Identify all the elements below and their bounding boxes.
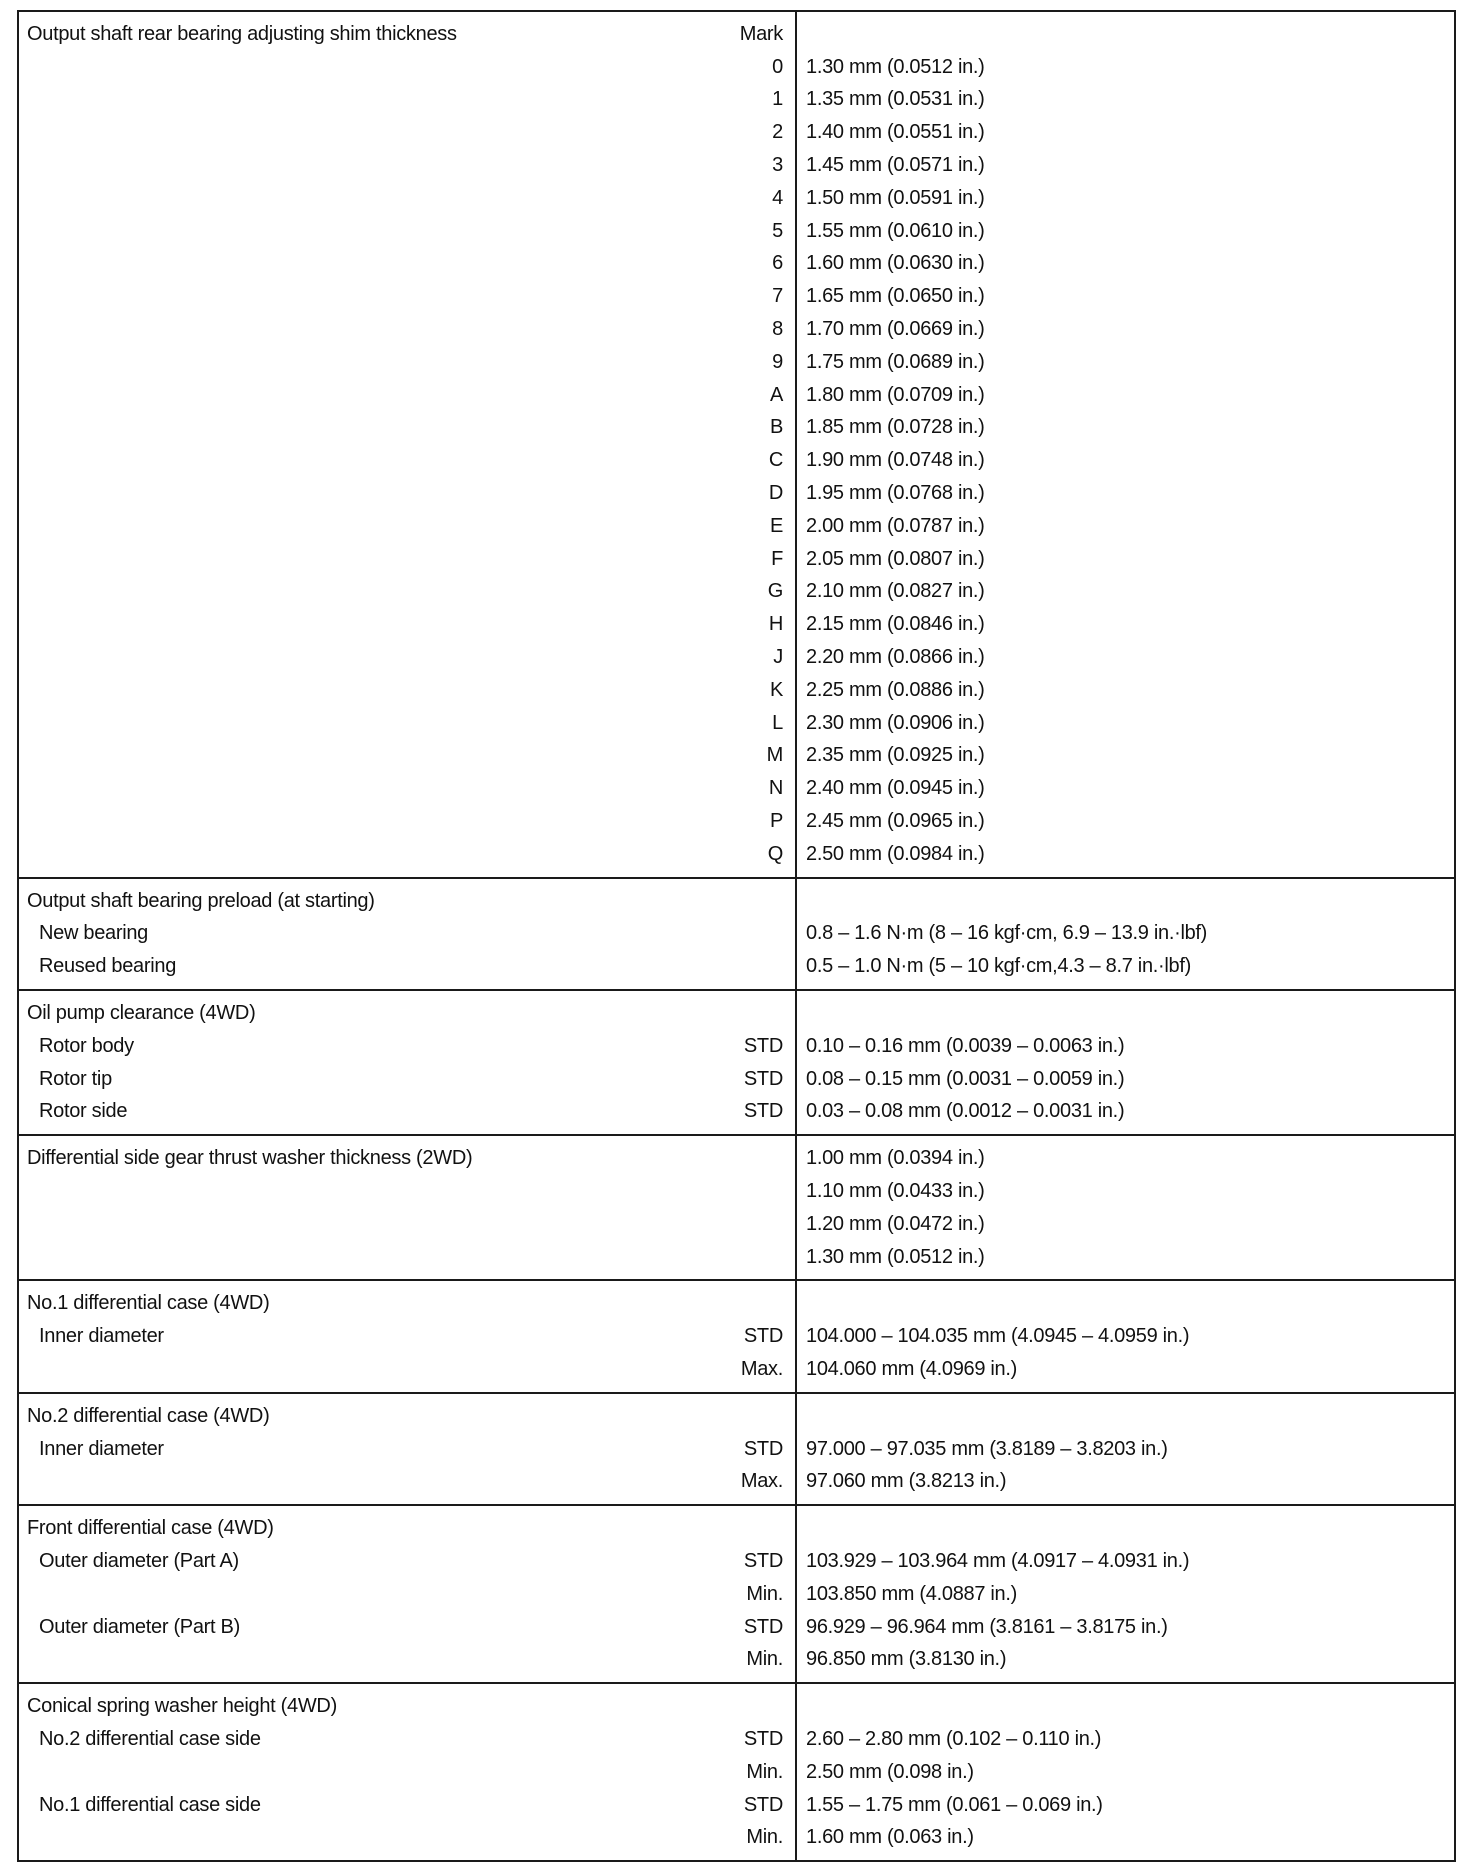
item-mark: STD — [743, 1100, 783, 1123]
item-label: Output shaft rear bearing adjusting shim thickness — [27, 22, 457, 45]
table-row-left — [19, 641, 795, 674]
item-label: Output shaft bearing preload (at starting) — [27, 889, 375, 912]
item-value: 1.35 mm (0.0531 in.) — [806, 88, 985, 111]
value-column — [797, 1506, 1454, 1682]
item-value: 104.060 mm (4.0969 in.) — [806, 1357, 1018, 1380]
item-mark: L — [772, 711, 783, 734]
item-label: Conical spring washer height (4WD) — [27, 1695, 337, 1718]
item-mark: STD — [743, 1325, 783, 1348]
item-value: 1.60 mm (0.063 in.) — [806, 1826, 974, 1849]
item-column — [19, 1506, 797, 1682]
item-label: No.1 differential case (4WD) — [27, 1292, 270, 1315]
table-row-left — [19, 1320, 795, 1353]
table-row-left — [19, 280, 795, 313]
item-value: 2.20 mm (0.0866 in.) — [806, 646, 985, 669]
item-mark: H — [768, 613, 783, 636]
table-row-left — [19, 18, 795, 51]
item-value: 96.929 – 96.964 mm (3.8161 – 3.8175 in.) — [806, 1615, 1168, 1638]
item-label: Rotor tip — [39, 1067, 112, 1090]
item-value: 1.85 mm (0.0728 in.) — [806, 416, 985, 439]
item-mark: D — [768, 482, 783, 505]
item-mark: K — [769, 678, 783, 701]
table-row-left — [19, 116, 795, 149]
item-mark: Mark — [739, 22, 783, 45]
item-value: 1.70 mm (0.0669 in.) — [806, 318, 985, 341]
item-mark: STD — [743, 1727, 783, 1750]
item-column — [19, 1281, 797, 1391]
item-column — [19, 1394, 797, 1504]
item-value: 104.000 – 104.035 mm (4.0945 – 4.0959 in.) — [806, 1325, 1190, 1348]
item-mark: 8 — [772, 318, 783, 341]
item-value: 1.00 mm (0.0394 in.) — [806, 1147, 985, 1170]
item-label: Reused bearing — [39, 955, 177, 978]
table-row-left — [19, 379, 795, 412]
item-mark: Max. — [740, 1470, 783, 1493]
item-mark: N — [768, 777, 783, 800]
item-value: 2.50 mm (0.098 in.) — [806, 1760, 974, 1783]
item-mark: Max. — [740, 1357, 783, 1380]
value-column — [797, 1684, 1454, 1860]
table-row-left — [19, 1208, 795, 1241]
item-value: 103.929 – 103.964 mm (4.0917 – 4.0931 in.) — [806, 1549, 1190, 1572]
item-value: 2.05 mm (0.0807 in.) — [806, 547, 985, 570]
item-value: 2.15 mm (0.0846 in.) — [806, 613, 985, 636]
item-mark: 6 — [772, 252, 783, 275]
value-column — [797, 879, 1454, 989]
item-label: Front differential case (4WD) — [27, 1517, 274, 1540]
table-row-left — [19, 313, 795, 346]
item-value: 1.65 mm (0.0650 in.) — [806, 285, 985, 308]
item-mark: 2 — [772, 121, 783, 144]
item-value: 1.80 mm (0.0709 in.) — [806, 383, 985, 406]
table-row-left — [19, 1433, 795, 1466]
table-row-left — [19, 1241, 795, 1274]
item-mark: 7 — [772, 285, 783, 308]
item-value: 1.90 mm (0.0748 in.) — [806, 449, 985, 472]
item-mark: M — [766, 744, 783, 767]
table-row-left — [19, 510, 795, 543]
table-row-left — [19, 674, 795, 707]
item-mark: STD — [743, 1437, 783, 1460]
table-row-left — [19, 1545, 795, 1578]
item-label: No.1 differential case side — [39, 1793, 261, 1816]
item-label: Rotor side — [39, 1100, 128, 1123]
item-value — [797, 1512, 1454, 1545]
table-row-left — [19, 740, 795, 773]
item-value — [797, 885, 1454, 918]
item-value: 2.10 mm (0.0827 in.) — [806, 580, 985, 603]
table-row-left — [19, 1512, 795, 1545]
table-row-left — [19, 543, 795, 576]
table-row-left — [19, 444, 795, 477]
table-row-left — [19, 576, 795, 609]
item-mark: Q — [767, 842, 783, 865]
item-value: 0.10 – 0.16 mm (0.0039 – 0.0063 in.) — [806, 1034, 1125, 1057]
item-value: 1.55 – 1.75 mm (0.061 – 0.069 in.) — [806, 1793, 1103, 1816]
table-row-left — [19, 1287, 795, 1320]
item-value: 2.25 mm (0.0886 in.) — [806, 678, 985, 701]
section-case1 — [17, 1281, 1456, 1393]
table-row-left — [19, 1611, 795, 1644]
item-value: 1.40 mm (0.0551 in.) — [806, 121, 985, 144]
item-value: 1.60 mm (0.0630 in.) — [806, 252, 985, 275]
item-mark: STD — [743, 1615, 783, 1638]
table-row-left — [19, 1400, 795, 1433]
table-row-left — [19, 608, 795, 641]
table-row-left — [19, 248, 795, 281]
item-value: 97.060 mm (3.8213 in.) — [806, 1470, 1007, 1493]
item-value — [797, 1287, 1454, 1320]
item-value: 2.45 mm (0.0965 in.) — [806, 810, 985, 833]
item-column — [19, 1684, 797, 1860]
item-value: 1.95 mm (0.0768 in.) — [806, 482, 985, 505]
table-row-left — [19, 997, 795, 1030]
table-row-left — [19, 477, 795, 510]
item-value: 2.40 mm (0.0945 in.) — [806, 777, 985, 800]
value-column — [797, 1394, 1454, 1504]
table-row-left — [19, 1063, 795, 1096]
item-value: 2.50 mm (0.0984 in.) — [806, 842, 985, 865]
item-label: Rotor body — [39, 1034, 134, 1057]
table-row-left — [19, 918, 795, 951]
section-case2 — [17, 1394, 1456, 1506]
item-mark: 4 — [772, 186, 783, 209]
item-value: 1.75 mm (0.0689 in.) — [806, 350, 985, 373]
table-row-left — [19, 182, 795, 215]
item-value: 1.20 mm (0.0472 in.) — [806, 1212, 985, 1235]
table-row-left — [19, 950, 795, 983]
table-row-left — [19, 1723, 795, 1756]
table-row-left — [19, 885, 795, 918]
table-row-left — [19, 1578, 795, 1611]
item-mark: E — [769, 514, 783, 537]
item-mark: 1 — [772, 88, 783, 111]
item-mark: STD — [743, 1034, 783, 1057]
item-column — [19, 879, 797, 989]
item-value — [797, 997, 1454, 1030]
item-mark: C — [768, 449, 783, 472]
table-row-left — [19, 1643, 795, 1676]
item-mark: Min. — [746, 1582, 783, 1605]
item-mark: Min. — [746, 1648, 783, 1671]
item-value: 96.850 mm (3.8130 in.) — [806, 1648, 1007, 1671]
table-row-left — [19, 838, 795, 871]
item-label: Inner diameter — [39, 1437, 164, 1460]
item-mark: STD — [743, 1549, 783, 1572]
table-row-left — [19, 805, 795, 838]
item-value — [797, 1690, 1454, 1723]
item-column — [19, 1136, 797, 1279]
table-row-left — [19, 1030, 795, 1063]
table-row-left — [19, 1789, 795, 1822]
item-value: 1.55 mm (0.0610 in.) — [806, 219, 985, 242]
item-mark: P — [769, 810, 783, 833]
item-label: No.2 differential case side — [39, 1727, 261, 1750]
item-value: 2.35 mm (0.0925 in.) — [806, 744, 985, 767]
item-label: Differential side gear thrust washer thickness (2WD) — [27, 1147, 473, 1170]
item-mark: 3 — [772, 154, 783, 177]
item-value: 1.50 mm (0.0591 in.) — [806, 186, 985, 209]
item-value: 1.30 mm (0.0512 in.) — [806, 55, 985, 78]
item-mark: 5 — [772, 219, 783, 242]
item-mark: J — [773, 646, 783, 669]
item-column — [19, 991, 797, 1134]
table-row-left — [19, 1096, 795, 1129]
value-column — [797, 1281, 1454, 1391]
table-row-left — [19, 1756, 795, 1789]
item-mark: G — [767, 580, 783, 603]
section-frontcase — [17, 1506, 1456, 1684]
section-shim — [17, 10, 1456, 879]
item-value: 0.5 – 1.0 N·m (5 – 10 kgf·cm,4.3 – 8.7 in.·lbf) — [806, 955, 1191, 978]
table-row-left — [19, 1175, 795, 1208]
item-value: 1.10 mm (0.0433 in.) — [806, 1179, 985, 1202]
item-mark: A — [769, 383, 783, 406]
item-mark: 9 — [772, 350, 783, 373]
section-conical — [17, 1684, 1456, 1862]
table-row-left — [19, 1353, 795, 1386]
section-preload — [17, 879, 1456, 991]
item-value — [797, 18, 1454, 51]
value-column — [797, 12, 1454, 877]
item-mark: STD — [743, 1067, 783, 1090]
item-mark: Min. — [746, 1826, 783, 1849]
item-mark: STD — [743, 1793, 783, 1816]
table-row-left — [19, 215, 795, 248]
item-value: 2.30 mm (0.0906 in.) — [806, 711, 985, 734]
item-value: 103.850 mm (4.0887 in.) — [806, 1582, 1018, 1605]
item-value: 1.30 mm (0.0512 in.) — [806, 1245, 985, 1268]
value-column — [797, 991, 1454, 1134]
item-value: 1.45 mm (0.0571 in.) — [806, 154, 985, 177]
item-mark: F — [771, 547, 783, 570]
table-row-left — [19, 149, 795, 182]
value-column — [797, 1136, 1454, 1279]
item-value: 0.03 – 0.08 mm (0.0012 – 0.0031 in.) — [806, 1100, 1125, 1123]
section-oilpump — [17, 991, 1456, 1136]
item-label: No.2 differential case (4WD) — [27, 1404, 270, 1427]
table-row-left — [19, 1142, 795, 1175]
item-label: Outer diameter (Part A) — [39, 1549, 239, 1572]
item-value: 0.8 – 1.6 N·m (8 – 16 kgf·cm, 6.9 – 13.9 in.·lbf) — [806, 922, 1208, 945]
table-row-left — [19, 84, 795, 117]
table-row-left — [19, 51, 795, 84]
item-mark: 0 — [772, 55, 783, 78]
table-row-left — [19, 772, 795, 805]
item-mark: Min. — [746, 1760, 783, 1783]
item-label: New bearing — [39, 922, 148, 945]
table-row-left — [19, 412, 795, 445]
item-value: 0.08 – 0.15 mm (0.0031 – 0.0059 in.) — [806, 1067, 1125, 1090]
item-value: 97.000 – 97.035 mm (3.8189 – 3.8203 in.) — [806, 1437, 1168, 1460]
item-value: 2.60 – 2.80 mm (0.102 – 0.110 in.) — [806, 1727, 1102, 1750]
item-value — [797, 1400, 1454, 1433]
item-column — [19, 12, 797, 877]
table-row-left — [19, 346, 795, 379]
table-row-left — [19, 1690, 795, 1723]
spec-table — [17, 10, 1456, 1862]
item-value: 2.00 mm (0.0787 in.) — [806, 514, 985, 537]
item-label: Outer diameter (Part B) — [39, 1615, 240, 1638]
item-label: Inner diameter — [39, 1325, 164, 1348]
table-row-left — [19, 1465, 795, 1498]
section-washer — [17, 1136, 1456, 1281]
item-mark: B — [769, 416, 783, 439]
item-label: Oil pump clearance (4WD) — [27, 1002, 256, 1024]
table-row-left — [19, 707, 795, 740]
